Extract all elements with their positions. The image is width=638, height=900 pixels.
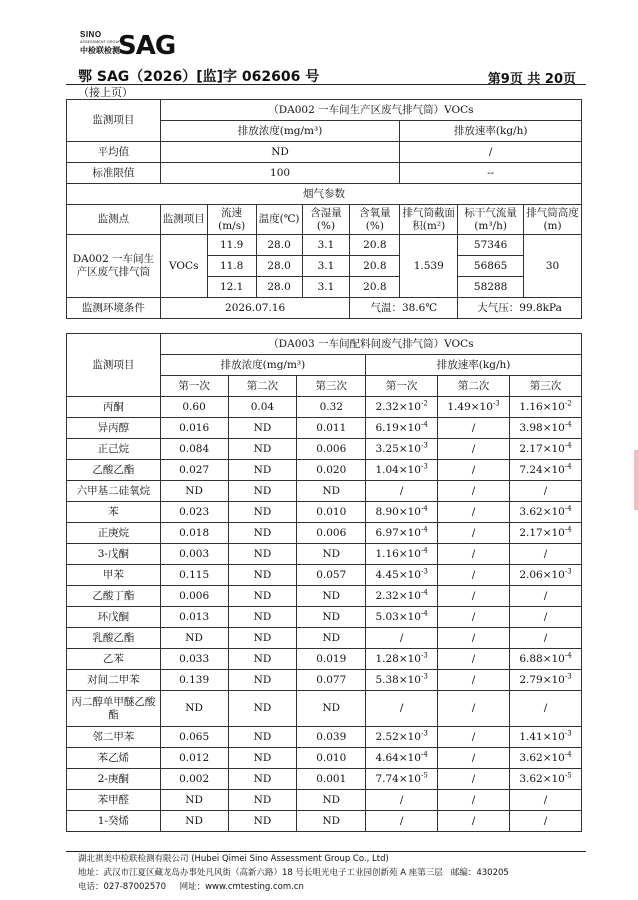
rate-value: $1.49\times 10^{-3}$: [438, 397, 510, 418]
compound-name: 2-庚酮: [67, 769, 161, 790]
conc-value: ND: [228, 544, 297, 565]
table-row: [67, 460, 582, 481]
col-header: 含氧量(%): [350, 205, 400, 235]
conc-value: ND: [228, 649, 297, 670]
table-row: [67, 691, 582, 727]
table-row: [67, 727, 582, 748]
rate-header: 排放速率(kg/h): [366, 355, 582, 376]
rate-value: $3.98\times 10^{-4}$: [510, 418, 582, 439]
rate-value: $2.06\times 10^{-3}$: [510, 565, 582, 586]
conc-value: ND: [228, 790, 297, 811]
rate-value: /: [510, 628, 582, 649]
table-row: [67, 397, 582, 418]
col-header: 监测点: [67, 205, 161, 235]
rate-value: /: [438, 586, 510, 607]
table-title: （DA002 一车间生产区废气排气筒）VOCs: [160, 100, 581, 121]
compound-name: 环戊酮: [67, 607, 161, 628]
monitor-item: VOCs: [160, 235, 207, 298]
env-label: 监测环境条件: [67, 298, 161, 319]
rate-value: /: [510, 481, 582, 502]
compound-name: 对间二甲苯: [67, 670, 161, 691]
conc-value: ND: [228, 523, 297, 544]
conc-value: 0.016: [160, 418, 228, 439]
conc-value: ND: [228, 565, 297, 586]
compound-name: 丙酮: [67, 397, 161, 418]
table-title: （DA003 一车间配料间废气排气筒）VOCs: [160, 334, 581, 355]
conc-value: ND: [297, 628, 366, 649]
compound-name: 丙二醇单甲醚乙酸酯: [67, 691, 161, 727]
temperature: 28.0: [256, 277, 302, 298]
table-row: [67, 607, 582, 628]
conc-value: 0.115: [160, 565, 228, 586]
rate-header: 排放速率(kg/h): [400, 121, 582, 142]
conc-value: ND: [160, 481, 228, 502]
rate-value: /: [366, 628, 438, 649]
page-number: 第9页 共 20页: [487, 72, 576, 87]
rate-value: $7.24\times 10^{-4}$: [510, 460, 582, 481]
conc-value: 0.006: [297, 523, 366, 544]
limit-rate: --: [400, 163, 582, 184]
table-row: [67, 811, 582, 832]
footer-address: 地址：武汉市江夏区藏龙岛办事处凡风街（高新六路）18 号长咀光电子工业园创新苑 A 座第三层: [78, 868, 443, 878]
rate-value: /: [438, 544, 510, 565]
stack-height: 30: [524, 235, 582, 298]
conc-value: 0.001: [297, 769, 366, 790]
rate-value: /: [438, 439, 510, 460]
conc-value: ND: [228, 727, 297, 748]
rate-value: $6.97\times 10^{-4}$: [366, 523, 438, 544]
col-header: 含湿量(%): [302, 205, 350, 235]
voc-rows: [67, 397, 582, 832]
logo-cn-text: 中检联检测: [80, 46, 120, 55]
compound-name: 乳酸乙酯: [67, 628, 161, 649]
conc-value: ND: [228, 418, 297, 439]
flow-velocity: 11.8: [207, 256, 256, 277]
conc-value: 0.011: [297, 418, 366, 439]
footer: [78, 852, 509, 894]
conc-value: ND: [297, 481, 366, 502]
rate-value: $1.41\times 10^{-3}$: [510, 727, 582, 748]
table-row: [67, 418, 582, 439]
env-date: 2026.07.16: [160, 298, 350, 319]
rate-value: $5.03\times 10^{-4}$: [366, 607, 438, 628]
table-row: [67, 439, 582, 460]
oxygen: 20.8: [350, 277, 400, 298]
rate-value: /: [510, 544, 582, 565]
rate-value: /: [438, 769, 510, 790]
temperature: 28.0: [256, 235, 302, 256]
conc-value: 0.033: [160, 649, 228, 670]
conc-value: 0.077: [297, 670, 366, 691]
rate-value: /: [510, 691, 582, 727]
rate-value: /: [510, 811, 582, 832]
limit-label: 标准限值: [67, 163, 161, 184]
conc-value: 0.139: [160, 670, 228, 691]
conc-value: 0.065: [160, 727, 228, 748]
std-flow: 58288: [458, 277, 524, 298]
conc-value: ND: [228, 607, 297, 628]
rate-value: /: [438, 748, 510, 769]
rate-value: /: [366, 481, 438, 502]
rate-value: /: [438, 460, 510, 481]
conc-value: ND: [228, 628, 297, 649]
rate-value: /: [510, 607, 582, 628]
rate-value: /: [438, 418, 510, 439]
table-row: [67, 502, 582, 523]
table-row: [67, 748, 582, 769]
logo-sino-text: SINO: [80, 30, 102, 39]
rate-value: $2.32\times 10^{-2}$: [366, 397, 438, 418]
rate-value: /: [366, 790, 438, 811]
compound-name: 乙酸丁酯: [67, 586, 161, 607]
conc-value: ND: [228, 769, 297, 790]
compound-name: 3-戊酮: [67, 544, 161, 565]
env-pressure: 大气压：99.8kPa: [458, 298, 582, 319]
conc-value: ND: [297, 790, 366, 811]
table-row: [67, 649, 582, 670]
conc-value: 0.006: [297, 439, 366, 460]
rate-value: $7.74\times 10^{-5}$: [366, 769, 438, 790]
conc-value: 0.002: [160, 769, 228, 790]
conc-value: ND: [160, 790, 228, 811]
logo-sag-text: SAG: [118, 31, 176, 61]
conc-value: ND: [228, 439, 297, 460]
conc-value: 0.010: [297, 748, 366, 769]
conc-value: 0.32: [297, 397, 366, 418]
rate-value: $1.16\times 10^{-2}$: [510, 397, 582, 418]
rate-value: $4.45\times 10^{-3}$: [366, 565, 438, 586]
monitor-point: DA002 一车间生产区废气排气筒: [67, 235, 161, 298]
rate-value: /: [438, 502, 510, 523]
oxygen: 20.8: [350, 256, 400, 277]
rate-value: /: [438, 628, 510, 649]
conc-value: ND: [228, 586, 297, 607]
avg-rate: /: [400, 142, 582, 163]
rate-value: /: [438, 691, 510, 727]
conc-value: 0.013: [160, 607, 228, 628]
conc-value: ND: [297, 544, 366, 565]
conc-value: ND: [228, 811, 297, 832]
rate-value: $3.62\times 10^{-4}$: [510, 748, 582, 769]
conc-value: ND: [228, 502, 297, 523]
limit-conc: 100: [160, 163, 400, 184]
rate-value: /: [438, 790, 510, 811]
rate-value: /: [438, 607, 510, 628]
report-number: 鄂 SAG（2026）[监]字 062606 号: [78, 69, 320, 85]
table-row: [67, 586, 582, 607]
rate-value: /: [438, 649, 510, 670]
rate-value: /: [366, 691, 438, 727]
logo-sub-text: ASSESSMENT GROUP: [80, 40, 121, 44]
oxygen: 20.8: [350, 235, 400, 256]
rate-value: /: [366, 811, 438, 832]
compound-name: 乙苯: [67, 649, 161, 670]
conc-value: 0.60: [160, 397, 228, 418]
col-header: 排气筒高度(m): [524, 205, 582, 235]
compound-name: 苯甲醛: [67, 790, 161, 811]
rate-value: $1.16\times 10^{-4}$: [366, 544, 438, 565]
std-flow: 57346: [458, 235, 524, 256]
rate-value: /: [438, 811, 510, 832]
flue-gas-title: 烟气参数: [67, 184, 582, 205]
conc-value: 0.027: [160, 460, 228, 481]
voc-table-da002: [66, 99, 582, 319]
continued-note: （接上页）: [78, 86, 133, 99]
sub-header: 第二次: [228, 376, 297, 397]
conc-header: 排放浓度(mg/m³): [160, 121, 400, 142]
rate-value: $3.25\times 10^{-3}$: [366, 439, 438, 460]
rate-value: /: [438, 727, 510, 748]
col-header: 流速(m/s): [207, 205, 256, 235]
conc-value: ND: [160, 628, 228, 649]
company-logo: [80, 30, 180, 68]
compound-name: 正己烷: [67, 439, 161, 460]
footer-phone: 电话：027-87002570: [78, 882, 167, 892]
rate-value: $5.38\times 10^{-3}$: [366, 670, 438, 691]
conc-value: ND: [228, 460, 297, 481]
compound-name: 异丙醇: [67, 418, 161, 439]
sub-header: 第一次: [366, 376, 438, 397]
item-label: 监测项目: [67, 334, 161, 397]
rate-value: $1.28\times 10^{-3}$: [366, 649, 438, 670]
header-divider: [66, 84, 586, 85]
item-label: 监测项目: [67, 100, 161, 142]
avg-conc: ND: [160, 142, 400, 163]
table-row: [67, 481, 582, 502]
conc-value: 0.010: [297, 502, 366, 523]
rate-value: /: [438, 481, 510, 502]
rate-value: $2.79\times 10^{-3}$: [510, 670, 582, 691]
compound-name: 甲苯: [67, 565, 161, 586]
sub-header: 第二次: [438, 376, 510, 397]
conc-value: 0.006: [160, 586, 228, 607]
conc-value: 0.057: [297, 565, 366, 586]
temperature: 28.0: [256, 256, 302, 277]
conc-value: 0.020: [297, 460, 366, 481]
compound-name: 苯: [67, 502, 161, 523]
conc-value: 0.019: [297, 649, 366, 670]
footer-zip: 邮编：430205: [450, 868, 509, 878]
sub-header: 第三次: [297, 376, 366, 397]
conc-value: 0.003: [160, 544, 228, 565]
sub-header: 第三次: [510, 376, 582, 397]
compound-name: 乙酸乙酯: [67, 460, 161, 481]
humidity: 3.1: [302, 235, 350, 256]
col-header: 监测项目: [160, 205, 207, 235]
conc-value: 0.023: [160, 502, 228, 523]
conc-value: 0.039: [297, 727, 366, 748]
col-header: 标干气流量(m³/h): [458, 205, 524, 235]
footer-website: 网址：www.cmtesting.com.cn: [179, 882, 304, 892]
table-row: [67, 769, 582, 790]
table-row: [67, 523, 582, 544]
compound-name: 苯乙烯: [67, 748, 161, 769]
table-row: [67, 565, 582, 586]
conc-value: ND: [297, 811, 366, 832]
compound-name: 正庚烷: [67, 523, 161, 544]
edge-stain: [634, 450, 638, 510]
table-row: [67, 544, 582, 565]
rate-value: /: [438, 670, 510, 691]
conc-value: ND: [160, 811, 228, 832]
sub-header: 第一次: [160, 376, 228, 397]
col-header: 排气筒截面积(m²): [400, 205, 458, 235]
rate-value: $3.62\times 10^{-5}$: [510, 769, 582, 790]
conc-value: ND: [228, 670, 297, 691]
env-temp: 气温：38.6℃: [350, 298, 458, 319]
flow-velocity: 11.9: [207, 235, 256, 256]
conc-value: 0.04: [228, 397, 297, 418]
rate-value: /: [510, 586, 582, 607]
stack-area: 1.539: [400, 235, 458, 298]
avg-label: 平均值: [67, 142, 161, 163]
compound-name: 邻二甲苯: [67, 727, 161, 748]
conc-value: ND: [297, 691, 366, 727]
conc-value: ND: [160, 691, 228, 727]
rate-value: $2.32\times 10^{-4}$: [366, 586, 438, 607]
table-row: [67, 628, 582, 649]
rate-value: /: [438, 523, 510, 544]
rate-value: $3.62\times 10^{-4}$: [510, 502, 582, 523]
rate-value: $8.90\times 10^{-4}$: [366, 502, 438, 523]
compound-name: 六甲基二硅氧烷: [67, 481, 161, 502]
humidity: 3.1: [302, 256, 350, 277]
conc-value: ND: [228, 481, 297, 502]
rate-value: $6.19\times 10^{-4}$: [366, 418, 438, 439]
col-header: 温度(℃): [256, 205, 302, 235]
conc-value: 0.018: [160, 523, 228, 544]
conc-value: 0.084: [160, 439, 228, 460]
conc-value: ND: [228, 748, 297, 769]
rate-value: /: [438, 565, 510, 586]
conc-value: ND: [228, 691, 297, 727]
rate-value: $2.17\times 10^{-4}$: [510, 439, 582, 460]
conc-value: ND: [297, 586, 366, 607]
conc-value: ND: [297, 607, 366, 628]
rate-value: $4.64\times 10^{-4}$: [366, 748, 438, 769]
table-row: [67, 670, 582, 691]
std-flow: 56865: [458, 256, 524, 277]
rate-value: $2.17\times 10^{-4}$: [510, 523, 582, 544]
rate-value: $1.04\times 10^{-3}$: [366, 460, 438, 481]
compound-name: 1-癸烯: [67, 811, 161, 832]
humidity: 3.1: [302, 277, 350, 298]
flow-velocity: 12.1: [207, 277, 256, 298]
rate-value: $2.52\times 10^{-3}$: [366, 727, 438, 748]
footer-company: 湖北祺美中检联检测有限公司 (Hubei Qimei Sino Assessment Group Co., Ltd): [78, 854, 389, 864]
rate-value: /: [510, 790, 582, 811]
conc-value: 0.012: [160, 748, 228, 769]
voc-table-da003: [66, 333, 582, 832]
conc-header: 排放浓度(mg/m³): [160, 355, 366, 376]
rate-value: $6.88\times 10^{-4}$: [510, 649, 582, 670]
table-row: [67, 790, 582, 811]
